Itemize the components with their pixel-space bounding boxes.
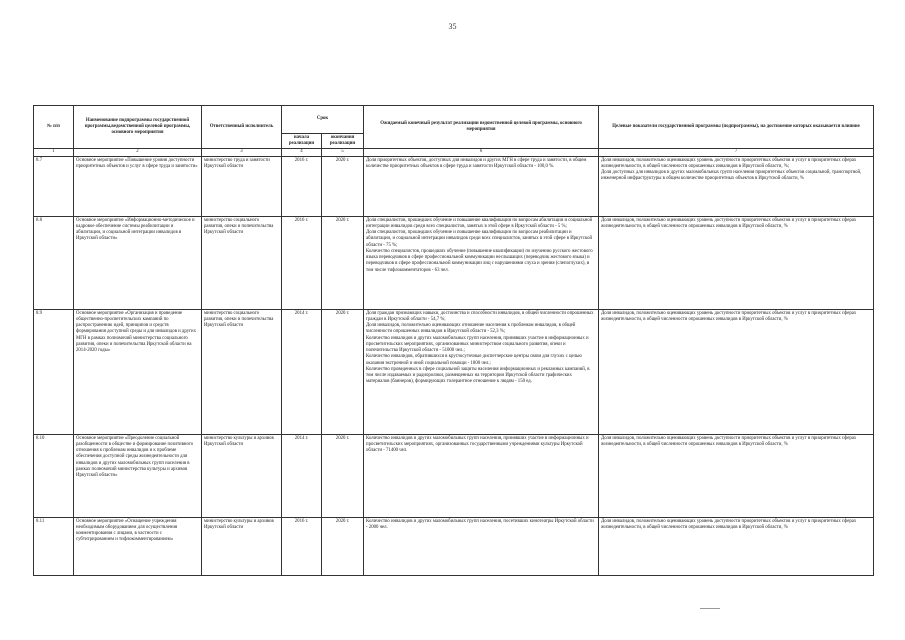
column-number-row	[34, 149, 874, 156]
row-executor: министерство социального развития, опеки и попечительства Иркутской области	[202, 216, 282, 309]
row-end: 2020 г.	[322, 434, 364, 517]
header-term: Срок	[282, 106, 364, 134]
header-number: № п/п	[34, 106, 74, 149]
column-number: 4	[282, 149, 322, 156]
table-row	[34, 517, 874, 575]
row-number: 8.9	[34, 309, 74, 434]
row-indicators: Доля инвалидов, положительно оценивающих уровень доступности приоритетных объектов и услуг в приоритетных сферах жизнедеятельности, в общей численности опрошенных инвалидов в Иркутской области, %; Доля доступных для инвалидов и других маломобильных групп населения приоритетных объектов социальной, транспортной, инженерной инфраструктуры в общем количестве приоритетных объектов в Иркутской области, %	[599, 156, 874, 216]
row-indicators: Доля инвалидов, положительно оценивающих уровень доступности приоритетных объектов и услуг в приоритетных сферах жизнедеятельности, в общей численности опрошенных инвалидов в Иркутской области, %	[599, 517, 874, 575]
row-number: 8.11	[34, 517, 74, 575]
row-name: Основное мероприятие «Преодоление социальной разобщенности в обществе и формирование позитивного отношения к проблемам инвалидов и к проблеме обеспечения доступной среды жизнедеятельности для инвалидов и других маломобильных групп населения в рамках полномочий министерства культуры и архивов Иркутской области»	[74, 434, 202, 517]
row-start: 2016 г.	[282, 216, 322, 309]
row-start: 2016 г.	[282, 156, 322, 216]
row-end: 2020 г.	[322, 156, 364, 216]
row-start: 2014 г.	[282, 434, 322, 517]
program-table	[33, 105, 874, 576]
row-name: Основное мероприятие «Информационно-методическое и кадровое обеспечение системы реабилитации и абилитации, и социальной интеграции инвалидов в Иркутской области»	[74, 216, 202, 309]
table-row	[34, 434, 874, 517]
column-number: 5	[322, 149, 364, 156]
header-executor: Ответственный исполнитель	[202, 106, 282, 149]
row-name: Основное мероприятие «Оснащение учреждения необходимым оборудованием для осуществления комментирования с лицами, в частности с субтитрированием и тифлокомментированием»	[74, 517, 202, 575]
row-indicators: Доля инвалидов, положительно оценивающих уровень доступности приоритетных объектов и услуг в приоритетных сферах жизнедеятельности, в общей численности опрошенных инвалидов в Иркутской области, %	[599, 216, 874, 309]
row-executor: министерство социального развития, опеки и попечительства Иркутской области	[202, 309, 282, 434]
row-result: Количество инвалидов и других маломобильных групп населения, принявших участие в информационных и просветительских мероприятиях, организованных государственными учреждениями культуры Иркутской области - 71400 чел.	[364, 434, 599, 517]
column-number: 1	[34, 149, 74, 156]
page-number: 35	[448, 22, 457, 31]
row-result: Доля граждан признающих навыки, достоинства и способности инвалидов, в общей численности опрошенных граждан в Иркутской области - 54,7 %; Доля инвалидов, положительно оценивающих отношение населения к проблемам инвалидов, в общей численности опрошенных инвалидов в Иркутской области - 52,3 %; Количество инвалидов и других маломобильных групп населения, принявших участие в информационных и просветительских мероприятиях, организованных министерством социального развития, опеки и попечительства Иркутской области - 51000 чел.; Количество инвалидов, обратившихся в круглосуточные диспетчерские центры связи для глухих с целью оказания экстренной и иной социальной помощи - 1800 чел.; Количество проведенных в сфере социальной защиты населения информационных и рекламных кампаний, в том числе издаваемых и радиоролики, размещенных на территории Иркутской области графических материалов (баннеров), формирующих толерантное отношение к людям - 150 ед.	[364, 309, 599, 434]
row-number: 8.7	[34, 156, 74, 216]
row-end: 2020 г.	[322, 216, 364, 309]
header-result: Ожидаемый конечный результат реализации ведомственной целевой программы, основного мероприятия	[364, 106, 599, 149]
row-result: Количество инвалидов и других маломобильных групп населения, посетивших кинотеатры Иркутской области - 2000 чел.	[364, 517, 599, 575]
row-end: 2020 г.	[322, 309, 364, 434]
row-result: Доля специалистов, прошедших обучение и повышение квалификации по вопросам абилитации и социальной интеграции инвалидов среди всех специалистов, занятых в этой сфере в Иркутской области - 5 %; Доля специалистов, прошедших обучение и повышение квалификации по вопросам реабилитации и абилитации, и социальной интеграции инвалидов среди всех специалистов, занятых в этой сфере в Иркутской области - 75 %; Количество специалистов, прошедших обучение (повышение квалификации) по изучению русского жестового языка переводчиков в сфере профессиональной коммуникации неслышащих (переводчик жестового языка) и переводчиков в сфере профессиональной коммуникации лиц с нарушениями слуха и зрения (слепоглухих), в том числе тифлокомментаторов - 63 чел.	[364, 216, 599, 309]
row-executor: министерство культуры и архивов Иркутской области	[202, 434, 282, 517]
header-start: начала реализации	[282, 134, 322, 149]
row-name: Основное мероприятие «Повышение уровня доступности приоритетных объектов и услуг в сфере труда и занятости»	[74, 156, 202, 216]
row-number: 8.8	[34, 216, 74, 309]
header-end: окончания реализации	[322, 134, 364, 149]
table-row	[34, 156, 874, 216]
header-indicators: Целевые показатели государственной программы (подпрограммы), на достижение которых оказывается влияние	[599, 106, 874, 149]
row-executor: министерство культуры и архивов Иркутской области	[202, 517, 282, 575]
row-indicators: Доля инвалидов, положительно оценивающих уровень доступности приоритетных объектов и услуг в приоритетных сферах жизнедеятельности, в общей численности опрошенных инвалидов в Иркутской области, %	[599, 434, 874, 517]
column-number: 3	[202, 149, 282, 156]
row-start: 2016 г.	[282, 517, 322, 575]
row-executor: министерство труда и занятости Иркутской области	[202, 156, 282, 216]
row-name: Основное мероприятие «Организация и проведение общественно-просветительских кампаний по распространению идей, принципов и средств формирования доступной среды и для инвалидов и других МГН в рамках полномочий министерства социального развития, опеки и попечительства Иркутской области на 2014-2020 годы»	[74, 309, 202, 434]
row-number: 8.10	[34, 434, 74, 517]
column-number: 7	[599, 149, 874, 156]
row-end: 2020 г.	[322, 517, 364, 575]
table-row	[34, 216, 874, 309]
row-indicators: Доля инвалидов, положительно оценивающих уровень доступности приоритетных объектов и услуг в приоритетных сферах жизнедеятельности, в общей численности опрошенных инвалидов в Иркутской области, %	[599, 309, 874, 434]
row-start: 2014 г.	[282, 309, 322, 434]
scan-mark	[700, 608, 720, 609]
row-result: Доля приоритетных объектов, доступных для инвалидов и других МГН в сфере труда и занятости, в общем количестве приоритетных объектов в сфере труда и занятости Иркутской области - 100,0 %.	[364, 156, 599, 216]
table-row	[34, 309, 874, 434]
column-number: 6	[364, 149, 599, 156]
header-name: Наименование подпрограммы государственной программы,ведомственной целевой программы, основного мероприятия	[74, 106, 202, 149]
column-number: 2	[74, 149, 202, 156]
